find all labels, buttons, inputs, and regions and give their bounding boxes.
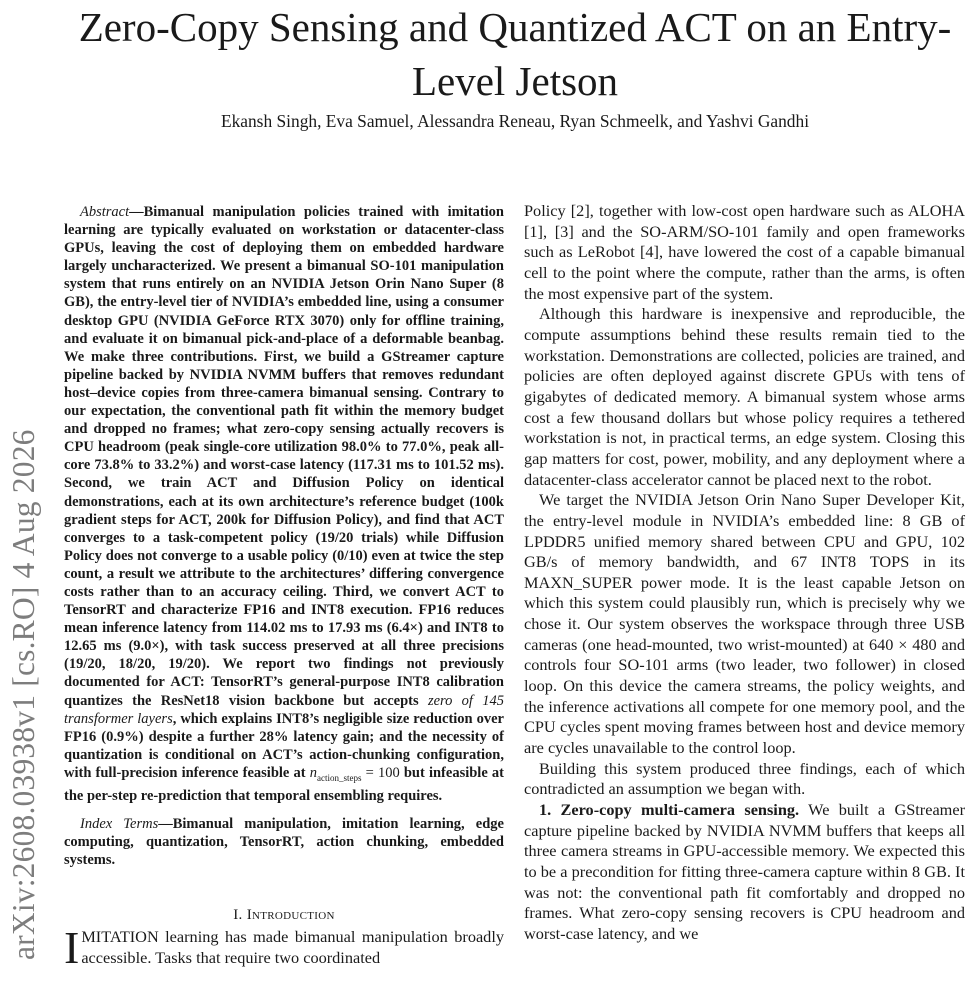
intro-paragraph-3: We target the NVIDIA Jetson Orin Nano Super Developer Kit, the entry-level module in NVIDIA’s embedded line: 8 GB of LPDDR5 unified memory shared between CPU and GPU, 102 GB/s of memory bandwidth, and 67 INT8 TOPS in its MAXN_SUPER power mode. It is the least capable Jetson on which this system could plausibly run, which is precisely why we chose it. Our system observes the workspace through three USB cameras (one head-mounted, two wrist-mounted) at 640 × 480 and controls four SO-101 arms (two leader, two follower) in closed loop. On this device the camera streams, the policy weights, and the inference activations all compete for one memory pool, and the CPU cycles spent moving frames between host and device memory are cycles unavailable to the control loop. — [524, 490, 965, 758]
abstract-label: Abstract — [80, 204, 130, 220]
author-list: Ekansh Singh, Eva Samuel, Alessandra Reneau, Ryan Schmeelk, and Yashvi Gandhi — [220, 111, 810, 131]
intro-paragraph-5 — [524, 800, 965, 945]
abstract-text-3: but infeasible at the per-step re-prediction that temporal ensembling requires. — [64, 764, 505, 804]
intro-paragraph-1 — [64, 922, 504, 974]
index-terms — [64, 815, 504, 869]
section-title: Introduction — [246, 907, 335, 924]
finding-1-heading: 1. Zero-copy multi-camera sensing. — [539, 800, 800, 820]
abstract-text-2: , which explains INT8’s negligible size reduction over FP16 (0.9%) despite a further 28% latency gain; and the necessity of quantization is conditional on ACT’s action-chunking configuration, with full-precision inference feasible at — [64, 710, 504, 781]
right-column — [524, 201, 965, 945]
abstract-italic: zero of 145 transformer layers — [64, 692, 504, 727]
abstract-math: $n_{action\_steps} = 100$ — [309, 764, 400, 783]
intro-paragraph-4: Building this system produced three findings, each of which contradicted an assumption we began with. — [524, 758, 965, 799]
paper-title: Zero-Copy Sensing and Quantized ACT on an Entry-Level Jetson — [78, 4, 952, 104]
left-column — [64, 203, 505, 974]
section-heading-introduction: I. Introduction — [233, 907, 335, 924]
abstract — [64, 203, 504, 805]
intro-paragraph-2: Although this hardware is inexpensive and reproducible, the compute assumptions behind these results remain tied to the workstation. Demonstrations are collected, policies are trained, and policies are often deployed against discrete GPUs with tens of gigabytes of dedicated memory. A bimanual system whose arms cost a few thousand dollars but whose policy requires a tethered workstation is not, in practical terms, an edge system. Closing this gap matters for cost, power, mobility, and any deployment where a datacenter-class accelerator cannot be placed next to the robot. — [524, 304, 965, 489]
intro-text-1-continued: Policy [2], together with low-cost open hardware such as ALOHA [1], [3] and the SO-ARM/SO-101 family and open frameworks such as LeRobot [4], have lowered the cost of a capable bimanual cell to the point where the compute, rather than the arms, is often the most expensive part of the system. — [524, 201, 965, 303]
index-terms-text: —Bimanual manipulation, imitation learning, edge computing, quantization, TensorRT, action chunking, embedded systems. — [64, 815, 504, 869]
index-terms-label: Index Terms — [80, 815, 159, 832]
drop-cap: I — [64, 922, 80, 974]
finding-1-text: We built a GStreamer capture pipeline backed by NVIDIA NVMM buffers that keeps all three camera streams in GPU-accessible memory. We expected this to be a precondition for fitting three-camera capture within 8 GB. It was not: the conventional path fit comfortably and dropped no frames. What zero-copy sensing recovers is CPU headroom and worst-case latency, and we — [524, 800, 965, 943]
intro-text-1: MITATION learning has made bimanual manipulation broadly accessible. Tasks that require two coordinated — [81, 927, 504, 967]
arxiv-identifier[interactable]: arXiv:2608.03938v1 [cs.RO] 4 Aug 2026 — [6, 429, 41, 960]
abstract-text-1: —Bimanual manipulation policies trained with imitation learning are typically evaluated on workstation or datacenter-class GPUs, leaving the cost of deploying them on embedded hardware largely uncharacterized. We present a bimanual SO-101 manipulation system that runs entirely on an NVIDIA Jetson Orin Nano Super (8 GB), the entry-level tier of NVIDIA’s embedded line, using a consumer desktop GPU (NVIDIA GeForce RTX 3070) only for offline training, and evaluate it on bimanual pick-and-place of a deformable beanbag. We make three contributions. First, we build a GStreamer capture pipeline backed by NVIDIA NVMM buffers that removes redundant host–device copies from three-camera bimanual sensing. Contrary to our expectation, the conventional path fit within the memory budget and dropped no frames; what zero-copy sensing actually recovers is CPU headroom (peak single-core utilization 98.0% to 77.0%, peak all-core 73.8% to 33.2%) and worst-case latency (117.31 ms to 101.52 ms). Second, we train ACT and Diffusion Policy on identical demonstrations, each at its own architecture’s reference budget (100k gradient steps for ACT, 200k for Diffusion Policy), and find that ACT converges to a task-competent policy (19/20 trials) while Diffusion Policy does not converge to a usable policy (0/10) even at twice the step count, a result we attribute to the architectures’ differing convergence costs rather than to an accuracy ceiling. Third, we convert ACT to TensorRT and characterize FP16 and INT8 execution. FP16 reduces mean inference latency from 114.02 ms to 17.93 ms (6.4×) and INT8 to 12.65 ms (9.0×), with task success preserved at all three precisions (19/20, 18/20, 19/20). We report two findings not previously documented for ACT: TensorRT’s general-purpose INT8 calibration quantizes the ResNet18 vision backbone but accepts — [64, 204, 504, 709]
